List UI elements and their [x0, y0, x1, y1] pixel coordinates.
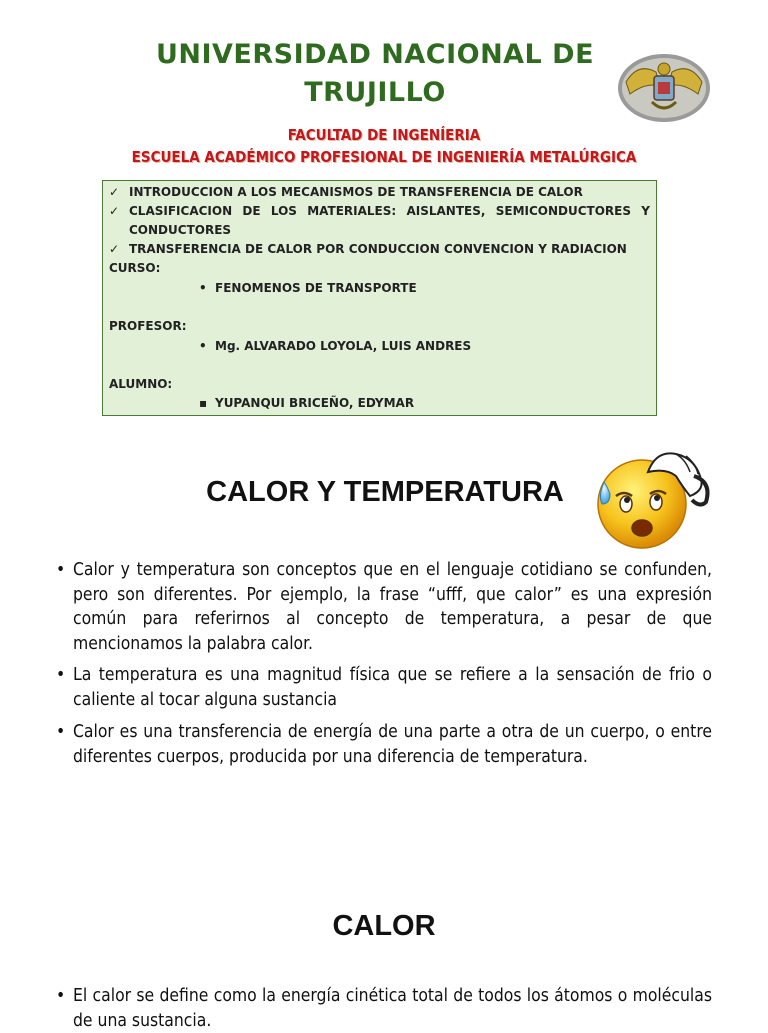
- faculty-name: FACULTAD DE INGENÍERIA: [287, 126, 481, 144]
- info-box: [102, 180, 657, 416]
- university-title-line2: TRUJILLO: [304, 77, 446, 108]
- bullet-icon: •: [199, 281, 207, 295]
- bullet-icon: •: [56, 722, 66, 742]
- check-icon: ✓: [109, 242, 120, 256]
- bullet-icon: •: [56, 665, 66, 685]
- bullet-icon: •: [56, 560, 66, 580]
- square-bullet-icon: ▪: [199, 396, 208, 410]
- professor-item: • Mg. ALVARADO LOYOLA, LUIS ANDRES: [199, 337, 471, 356]
- topic-2-continued: CONDUCTORES: [129, 223, 232, 237]
- professor-label: PROFESOR:: [109, 319, 187, 333]
- student-item: ▪ YUPANQUI BRICEÑO, EDYMAR: [199, 394, 414, 413]
- course-item: • FENOMENOS DE TRANSPORTE: [199, 279, 417, 298]
- topic-2: ✓ CLASIFICACION DE LOS MATERIALES: AISLANTES, SEMICONDUCTORES Y: [109, 202, 650, 221]
- paragraph-calor-1: • El calor se define como la energía cinética total de todos los átomos o moléculas de una sustancia.: [56, 986, 712, 1031]
- paragraph-calor-temperatura-3: • Calor es una transferencia de energía de una parte a otra de un cuerpo, o entre diferentes cuerpos, producida por una diferencia de temperatura.: [56, 722, 712, 767]
- sweating-emoji-icon: [590, 446, 714, 554]
- paragraph-calor-temperatura-1: • Calor y temperatura son conceptos que en el lenguaje cotidiano se confunden, pero son diferentes. Por ejemplo, la frase “ufff, que calor” es una expresión común para referirnos al concepto de temperatura, a pesar de que mencionamos la palabra calor.: [56, 560, 712, 654]
- student-label: ALUMNO:: [109, 377, 173, 391]
- course-label: CURSO:: [109, 261, 161, 275]
- topic-1: ✓ INTRODUCCION A LOS MECANISMOS DE TRANSFERENCIA DE CALOR: [109, 183, 650, 202]
- check-icon: ✓: [109, 185, 120, 199]
- university-seal-icon: [616, 52, 712, 124]
- school-name: ESCUELA ACADÉMICO PROFESIONAL DE INGENIERÍA METALÚRGICA: [131, 148, 637, 166]
- university-title-line1: UNIVERSIDAD NACIONAL DE: [155, 39, 595, 70]
- bullet-icon: •: [199, 339, 207, 353]
- university-title: [130, 36, 620, 112]
- paragraph-calor-temperatura-2: • La temperatura es una magnitud física que se refiere a la sensación de frio o caliente al tocar alguna sustancia: [56, 665, 712, 710]
- bullet-icon: •: [56, 986, 66, 1006]
- topic-3: ✓ TRANSFERENCIA DE CALOR POR CONDUCCION CONVENCION Y RADIACION: [109, 240, 650, 259]
- section-heading-calor-y-temperatura: CALOR Y TEMPERATURA: [206, 476, 564, 508]
- section-heading-calor: CALOR: [332, 910, 436, 942]
- check-icon: ✓: [109, 204, 120, 218]
